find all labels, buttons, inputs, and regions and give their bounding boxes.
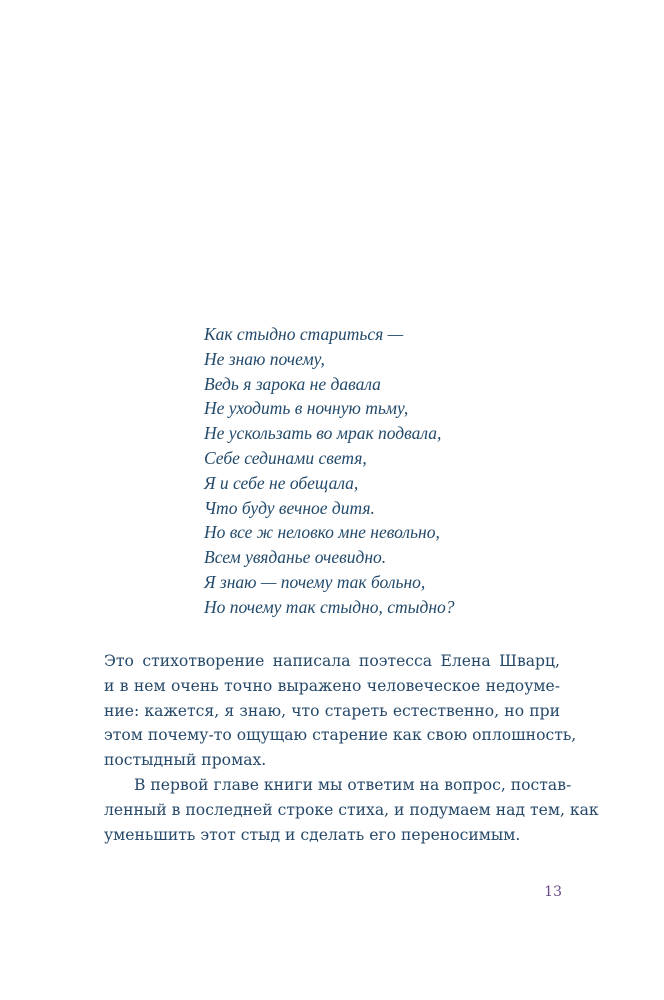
poem-line: Я знаю — почему так больно, — [204, 571, 426, 592]
poem-line: Не ускользать во мрак подвала, — [204, 423, 442, 444]
poem-line: Но все ж неловко мне невольно, — [204, 522, 440, 543]
paragraph-2 — [104, 773, 599, 847]
text-line: постыдный промах. — [104, 751, 267, 770]
poem-line: Себе сединами светя, — [204, 447, 367, 468]
text-line: ние: кажется, я знаю, что стареть естественно, но при — [104, 701, 560, 720]
poem-line: Всем увяданье очевидно. — [204, 547, 387, 568]
text-line: этом почему-то ощущаю старение как свою оплошность, — [104, 726, 577, 745]
poem-line: Ведь я зарока не давала — [204, 373, 381, 394]
page-number: 13 — [544, 884, 562, 900]
text-line: В первой главе книги мы ответим на вопрос, постав- — [134, 775, 572, 794]
paragraph-1 — [104, 649, 577, 773]
text-line: и в нем очень точно выражено человеческое недоуме- — [104, 676, 560, 695]
poem-line: Что буду вечное дитя. — [204, 497, 375, 518]
body-text — [104, 649, 599, 847]
text-line: ленный в последней строке стиха, и подумаем над тем, как — [104, 800, 599, 819]
text-line: Это стихотворение написала поэтесса Елена Шварц, — [104, 652, 560, 670]
poem-line: Не уходить в ночную тьму, — [204, 398, 409, 419]
poem-line: Как стыдно стариться — — [204, 324, 404, 344]
poem-line: Не знаю почему, — [204, 348, 325, 369]
text-line: уменьшить этот стыд и сделать его переносимым. — [104, 825, 521, 844]
poem-line: Я и себе не обещала, — [204, 472, 359, 493]
poem-line: Но почему так стыдно, стыдно? — [204, 596, 455, 617]
poem-epigraph — [204, 322, 604, 620]
